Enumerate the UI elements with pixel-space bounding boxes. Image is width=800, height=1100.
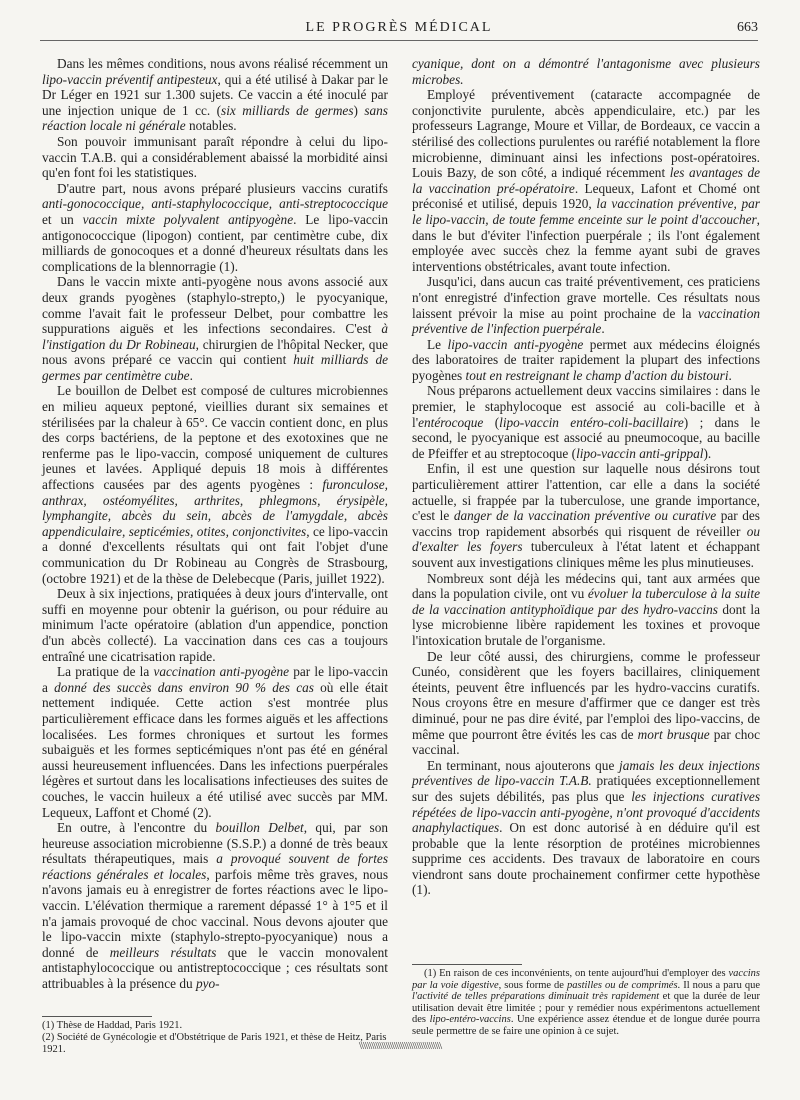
text-run: D'autre part, nous avons préparé plusieurs vaccins curatifs: [57, 180, 388, 196]
paragraph: [412, 461, 760, 570]
text-run: , qui, par son heureuse association microbienne (S.S.P.) a donné de très beaux résultats thérapeutiques, mais: [42, 820, 389, 867]
italic-text: bouillon Delbet: [215, 820, 304, 836]
text-run: Nombreux sont déjà les médecins qui, tant aux armées que dans la population civile, ont vu: [412, 570, 760, 602]
italic-text: vaccination anti-pyogène: [153, 664, 290, 680]
paragraph: [412, 337, 760, 384]
italic-text: lipo-vaccin préventif antipesteux: [42, 71, 218, 87]
text-run: notables.: [185, 118, 237, 134]
text-run: que le vaccin monovalent antistaphylococcique ou antistreptococcique ; ces résultats sont attribuables à la présence du: [42, 944, 388, 992]
italic-text: vaccins par la voie digestive: [412, 968, 760, 991]
paragraph: [412, 87, 760, 274]
text-run: (: [483, 414, 500, 430]
text-run: permet aux médecins éloignés des laboratoires de traiter rapidement la plupart des infections pyogènes: [412, 336, 760, 383]
text-run: . Il nous a paru que: [677, 979, 760, 991]
italic-text: cyanique, dont on a démontré l'antagonisme avec plusieurs microbes.: [412, 56, 760, 87]
text-run: et un: [42, 211, 83, 227]
italic-text: les avantages de la vaccination pré-opératoire: [412, 165, 760, 196]
italic-text: à l'instigation du Dr Robineau: [42, 321, 388, 352]
text-run: , dans le but d'éviter l'infection puerpérale ; ils l'ont également employée avec succès chez la femme ayant subi de graves interventions obstétricales, avant toute infection.: [412, 211, 760, 274]
text-run: ).: [703, 445, 712, 461]
text-run: Employé préventivement (cataracte accompagnée de conjonctivite purulente, abcès appendiculaire, etc.) par les professeurs Lagrange, Moure et Villar, de Bordeaux, ce vaccin a stérilisé des collections purulentes ou raréfié notablement la flore microbienne, diminuant ainsi les infections post-opératoires. Louis Bazy, de son côté, a indiqué récemment: [412, 87, 760, 181]
page-number: 663: [737, 20, 758, 35]
paragraph: [412, 56, 760, 87]
italic-text: furonculose, anthrax, ostéomyélites, arthrites, phlegmons, érysipèle, lymphangite, abcès du sein, abcès de l'amygdale, abcès appendiculaire, septicémies, otites, conjonctivites: [42, 477, 388, 539]
paragraph: [412, 968, 760, 1038]
paragraph: [412, 649, 760, 758]
text-run: Jusqu'ici, dans aucun cas traité préventivement, ces praticiens n'ont enregistré d'infection grave mortelle. Ces résultats nous laissent prévoir la mise au point prochaine de la: [412, 274, 760, 321]
italic-text: lipo-vaccin anti-pyogène: [447, 336, 584, 352]
italic-text: anti-gonococcique, anti-staphylococcique, anti-streptococcique: [42, 196, 388, 212]
footnote: (2) Société de Gynécologie et d'Obstétrique de Paris 1921, et thèse de Heitz, Paris 1921.: [42, 1032, 387, 1055]
text-run: où elle était nettement indiquée. Cette action s'est montrée plus particulièrement efficace dans les formes aiguës et les affections localisées. Les formes chroniques et surtout les formes subaiguës et les formes septicémiques n'ont pas été en général aussi heureusement influencées. Dans les infections puerpérales légères et surtout dans les localisations infectieuses des suites de couches, le vaccin huileux a été utilisé avec succès par MM. Lequeux, Laffont et Chomé (2).: [42, 679, 388, 820]
text-run: , ce lipo-vaccin a donné d'excellents résultats qui ont fait l'objet d'une communication du Dr Robineau au Congrès de Strasbourg, (octobre 1921) et de la thèse de Delebecque (Paris, juillet 1922).: [42, 523, 388, 586]
italic-text: l'activité de telles préparations diminuait très rapidement: [412, 991, 660, 1003]
text-run: (1) En raison de ces inconvénients, on tente aujourd'hui d'employer des: [424, 968, 729, 979]
italic-text: jamais les deux injections préventives de lipo-vaccin T.A.B.: [412, 757, 760, 789]
right-column: [412, 56, 760, 898]
italic-text: a provoqué souvent de fortes réactions générales et locales: [42, 851, 388, 882]
text-run: Son pouvoir immunisant paraît répondre à celui du lipo-vaccin T.A.B. qui a considérablement abaissé la morbidité ainsi qu'en font foi les statistiques.: [42, 133, 388, 181]
paragraph: [42, 134, 388, 181]
paragraph: [42, 274, 388, 383]
text-run: ): [353, 102, 365, 118]
italic-text: les injections curatives répétées de lipo-vaccin anti-pyogène, n'ont provoqué d'accidents anaphylactiques: [412, 788, 760, 836]
italic-text: huit milliards de germes par centimètre cube: [42, 352, 388, 383]
text-run: Enfin, il est une question sur laquelle nous désirons tout particulièrement attirer l'attention, car elle a dans la société actuelle, si frappée par la tuberculose, une grande importance, c'est le: [412, 461, 760, 524]
text-run: par des vaccins trop rapidement absorbés qui risquent de réveiller: [412, 508, 760, 539]
text-run: par le lipo-vaccin a: [42, 664, 388, 695]
text-run: ) ; dans le second, le pyocyanique est associé au pneumocoque, au bacille de Pfeiffer et au streptocoque (: [412, 414, 760, 461]
journal-title: LE PROGRÈS MÉDICAL: [305, 20, 493, 35]
text-run: pratiquées exceptionnellement sur des sujets débilités, pas plus que: [412, 773, 760, 804]
italic-text: vaccin mixte polyvalent antipyogène: [82, 211, 294, 227]
paragraph: [42, 56, 388, 134]
text-run: Le: [427, 336, 448, 352]
text-run: tuberculeux à l'état latent et échappant souvent aux investigations cliniques même les plus minutieuses.: [412, 539, 760, 570]
text-run: En terminant, nous ajouterons que: [427, 757, 619, 773]
text-run: La pratique de la: [57, 664, 154, 680]
italic-text: meilleurs résultats: [109, 944, 217, 960]
footnote-rule: [412, 964, 522, 965]
text-run: . Une expérience assez étendue et de longue durée pourra seule permettre de se faire une opinion à ce sujet.: [412, 1014, 760, 1037]
footnote-rule: [42, 1016, 152, 1017]
italic-text: mort brusque: [637, 726, 710, 742]
italic-text: tout en restreignant le champ d'action du bistouri: [465, 367, 729, 383]
text-run: , sous forme de: [498, 979, 567, 991]
text-run: dont la lyse microbienne libère rapidement les toxines et provoque l'intoxication brutale de l'organisme.: [412, 601, 760, 648]
right-footnotes: [412, 964, 760, 1038]
italic-text: lipo-vaccin anti-grippal: [576, 445, 704, 461]
italic-text: six milliards de germes: [221, 102, 354, 118]
italic-text: lipo-entéro-vaccins: [429, 1014, 511, 1026]
end-ornament: \\\\\\\\\\\\\\\\\\\\\\\\\\\\\\\\\\\\\\\\: [358, 1040, 442, 1052]
paragraph: [412, 383, 760, 461]
text-run: .: [601, 321, 605, 337]
text-run: De leur côté aussi, des chirurgiens, comme le professeur Cunéo, considèrent que les foyers bacillaires, cliniquement éteints, peuvent être influencés par les hydro-vaccins curatifs. Nous croyons être en mesure d'affirmer que ce danger est très diminué, pour ne pas dire évité, par l'emploi des lipo-vaccins, de même que pourront être évités les cas de: [412, 648, 760, 742]
italic-text: évoluer la tuberculose à la suite de la vaccination antityphoïdique par des hydro-vaccins: [412, 586, 761, 617]
text-run: par choc vaccinal.: [412, 726, 760, 758]
text-run: . Le lipo-vaccin antigonococcique (lipogon) contient, par centimètre cube, dix milliards de gonocoques et a donné d'heureux résultats dans les complications de la blennorragie (1).: [42, 211, 389, 274]
text-run: Dans les mêmes conditions, nous avons réalisé récemment un: [57, 56, 388, 71]
paragraph: [412, 758, 760, 898]
footnote: (1) Thèse de Haddad, Paris 1921.: [42, 1020, 183, 1031]
text-run: Deux à six injections, pratiquées à deux jours d'intervalle, ont suffi en moyenne pour obtenir la guérison, ou pour réduire au minimum l'acte opératoire (ablation d'un appendice, ponction d'un abcès collecté). La vaccination dans ces cas a toujours entraîné une cicatrisation rapide.: [42, 586, 388, 664]
text-run: . Lequeux, Lafont et Chomé ont préconisé et utilisé, depuis 1920,: [412, 180, 760, 212]
text-run: . On est donc autorisé à en déduire qu'il est probable que la lente résorption de protéines microbiennes supprime ces accidents. Des travaux de laboratoire en cours viendront sans doute prochainement confirmer cette hypothèse (1).: [412, 820, 760, 898]
paragraph: [42, 586, 388, 664]
italic-text: entérocoque: [418, 414, 484, 430]
italic-text: vaccination préventive de l'infection puerpérale: [412, 305, 760, 337]
text-run: .: [728, 367, 732, 383]
italic-text: la vaccination préventive, par le lipo-vaccin, de toute femme enceinte sur le point d'accoucher: [412, 196, 760, 227]
text-run: , parfois même très graves, nous n'avons jamais eu à enregistrer de fortes réactions avec le lipo-vaccin. L'élévation thermique a rarement dépassé 1° à 1°5 et il n'a jamais provoqué de choc vaccinal. Nous devons ajouter que le lipo-vaccin mixte (staphylo-strepto-pyocyanique) nous a donné de: [42, 866, 388, 960]
paragraph: [42, 181, 388, 275]
text-run: Nous préparons actuellement deux vaccins similaires : dans le premier, le staphylocoque est associé au coli-bacille et à l': [412, 383, 760, 430]
paragraph: [412, 571, 760, 649]
italic-text: ou d'exalter les foyers: [412, 523, 760, 555]
text-run: Le bouillon de Delbet est composé de cultures microbiennes en milieu aqueux peptoné, vieillies durant six semaines et stérilisées par la chaleur à 65°. Ce vaccin contient donc, en plus des corps bactériens, de la peptone et des exotoxines que ne renferme pas le lipo-vaccin, composé uniquement de cultures jeunes et lavées. Appliqué depuis 18 mois à différentes affections causées par des agents pyogènes :: [42, 383, 388, 493]
text-run: , chirurgien de l'hôpital Necker, que nous avons préparé ce vaccin qui contient: [42, 336, 389, 368]
paragraph: [412, 274, 760, 336]
italic-text: danger de la vaccination préventive ou curative: [453, 508, 717, 524]
text-run: , qui a été utilisé à Dakar par le Dr Léger en 1921 sur 1.300 sujets. Ce vaccin a été inoculé par une injection unique de 1 cc. (: [42, 71, 388, 118]
text-run: En outre, à l'encontre du: [57, 820, 216, 836]
italic-text: pastilles ou de comprimés: [566, 979, 678, 991]
paragraph: [42, 820, 388, 992]
text-run: et que la durée de leur utilisation devait être limitée ; pour y remédier nous expérimentons actuellement des: [412, 991, 760, 1026]
left-column: [42, 56, 388, 992]
italic-text: sans réaction locale ni générale: [42, 102, 388, 134]
italic-text: pyo-: [195, 976, 220, 992]
paragraph: [42, 664, 388, 820]
text-run: Dans le vaccin mixte anti-pyogène nous avons associé aux deux grands pyogènes (staphylo-strepto,) le pyocyanique, comme l'avait fait le professeur Delbet, pour combattre les suppurations aiguës et les infections secondaires. C'est: [42, 274, 388, 337]
paragraph: [42, 383, 388, 586]
text-run: .: [189, 367, 193, 383]
italic-text: donné des succès dans environ 90 % des cas: [54, 679, 314, 695]
italic-text: lipo-vaccin entéro-coli-bacillaire: [499, 414, 684, 430]
running-header: [40, 20, 758, 41]
